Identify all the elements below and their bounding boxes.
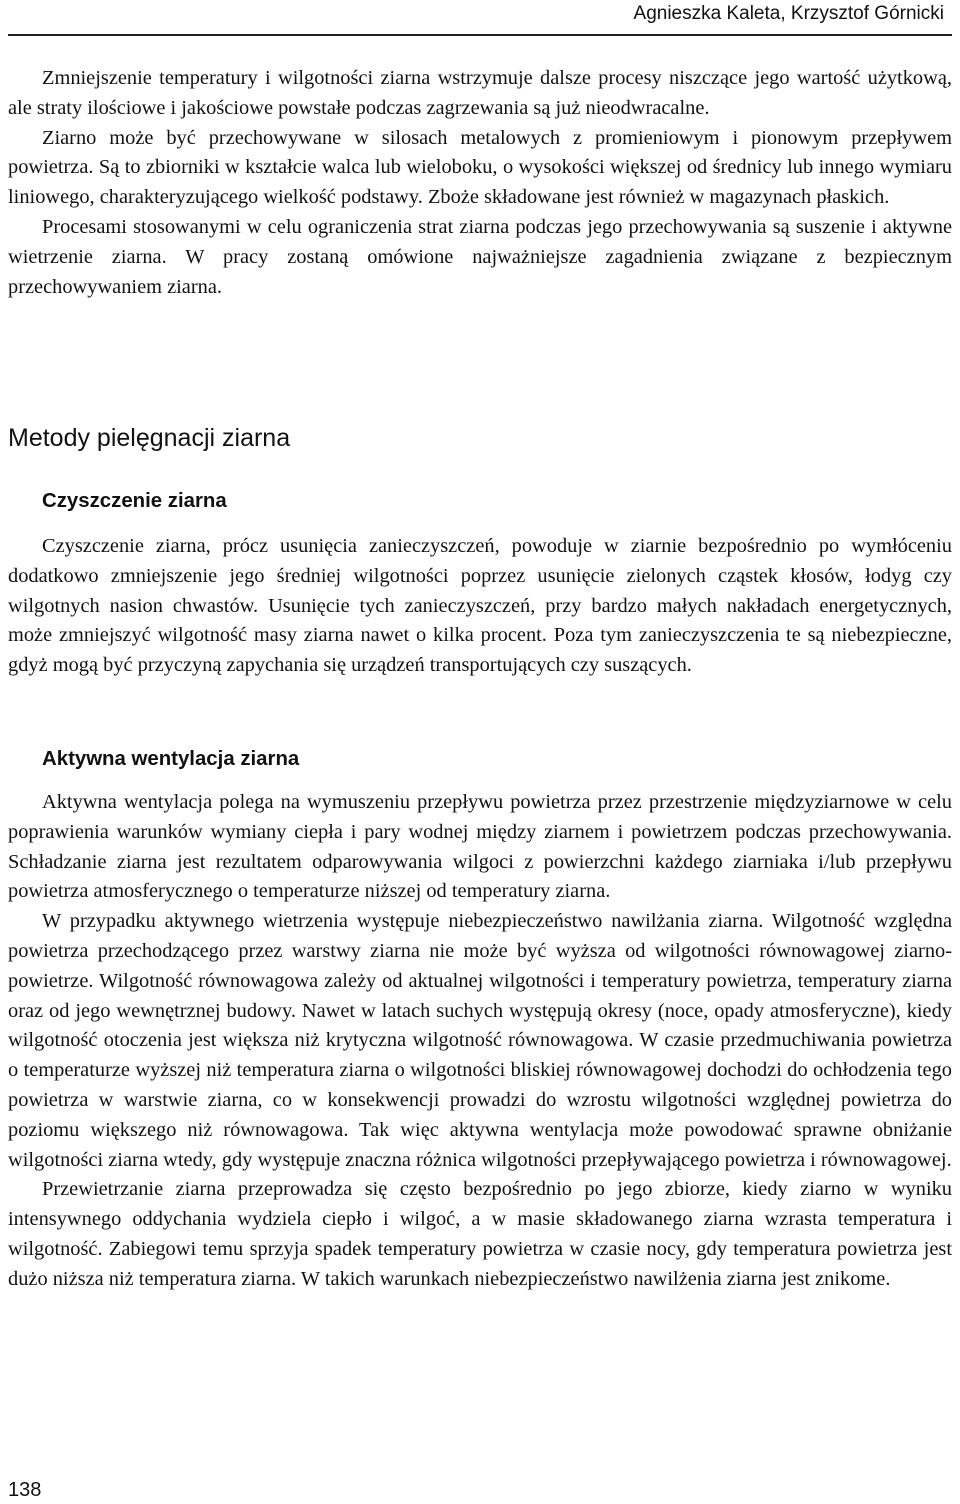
- subsection-heading-cleaning: Czyszczenie ziarna: [42, 490, 227, 512]
- document-page: [8, 0, 952, 1504]
- paragraph: Aktywna wentylacja polega na wymuszeniu przepływu powietrza przez przestrzenie międzyziarnowe w celu poprawienia warunków wymiany ciepła i pary wodnej między ziarnem i powietrzem podczas przechowywania. Schładzanie ziarna jest rezultatem odparowywania wilgoci z powierzchni każdego ziarniaka i/lub przepływu powietrza atmosferycznego o temperaturze niższej od temperatury ziarna.: [8, 791, 952, 903]
- ventilation-block: [8, 788, 952, 1295]
- page-number: 138: [8, 1479, 42, 1501]
- subsection-heading-ventilation: Aktywna wentylacja ziarna: [42, 748, 300, 770]
- paragraph: W przypadku aktywnego wietrzenia występuje niebezpieczeństwo nawilżania ziarna. Wilgotność względna powietrza przechodzącego przez warstwy ziarna nie może być wyższa od wilgotności równowagowej ziarno-powietrze. Wilgotność równowagowa zależy od aktualnej wilgotności i temperatury powietrza, temperatury ziarna oraz od jego wewnętrznej budowy. Nawet w latach suchych występują okresy (noce, opady atmosferyczne), kiedy wilgotność otoczenia jest większa niż krytyczna wilgotność równowagowa. W czasie przedmuchiwania powietrza o temperaturze wyższej niż temperatura ziarna o wilgotności bliskiej równowagowej dochodzi do ochłodzenia tego powietrza w warstwie ziarna, co w konsekwencji prowadzi do wzrostu wilgotności względnej powietrza do poziomu większego niż równowagowa. Tak więc aktywna wentylacja może powodować sprawne obniżanie wilgotności ziarna wtedy, gdy występuje znaczna różnica wilgotności przepływającego powietrza i równowagowej.: [8, 910, 952, 1171]
- paragraph: Przewietrzanie ziarna przeprowadza się często bezpośrednio po jego zbiorze, kiedy ziarno w wyniku intensywnego oddychania wydziela ciepło i wilgoć, a w masie składowanego ziarna wzrasta temperatura i wilgotność. Zabiegowi temu sprzyja spadek temperatury powietrza w czasie nocy, gdy temperatura powietrza jest dużo niższa niż temperatura ziarna. W takich warunkach niebezpieczeństwo nawilżenia ziarna jest znikome.: [8, 1178, 952, 1290]
- paragraph: Czyszczenie ziarna, prócz usunięcia zanieczyszczeń, powoduje w ziarnie bezpośrednio po wymłóceniu dodatkowo zmniejszenie jego średniej wilgotności poprzez usunięcie zielonych cząstek kłosów, łodyg czy wilgotnych nasion chwastów. Usunięcie tych zanieczyszczeń, przy bardzo małych nakładach energetycznych, może zmniejszyć wilgotność masy ziarna nawet o kilka procent. Poza tym zanieczyszczenia te są niebezpieczne, gdyż mogą być przyczyną zapychania się urządzeń transportujących czy suszących.: [8, 535, 952, 677]
- section-heading: Metody pielęgnacji ziarna: [8, 424, 291, 452]
- paragraph: Zmniejszenie temperatury i wilgotności ziarna wstrzymuje dalsze procesy niszczące jego wartość użytkową, ale straty ilościowe i jakościowe powstałe podczas zagrzewania są już nieodwracalne.: [8, 67, 952, 119]
- intro-block: [8, 64, 952, 302]
- running-header-authors: Agnieszka Kaleta, Krzysztof Górnicki: [633, 3, 944, 24]
- paragraph: Ziarno może być przechowywane w silosach metalowych z promieniowym i pionowym przepływem powietrza. Są to zbiorniki w kształcie walca lub wieloboku, o wysokości większej od średnicy lub innego wymiaru liniowego, charakteryzującego wielkość podstawy. Zboże składowane jest również w magazynach płaskich.: [8, 126, 952, 209]
- cleaning-block: [8, 532, 952, 681]
- header-rule: [8, 34, 952, 36]
- paragraph: Procesami stosowanymi w celu ograniczenia strat ziarna podczas jego przechowywania są suszenie i aktywne wietrzenie ziarna. W pracy zostaną omówione najważniejsze zagadnienia związane z bezpiecznym przechowywaniem ziarna.: [8, 215, 952, 298]
